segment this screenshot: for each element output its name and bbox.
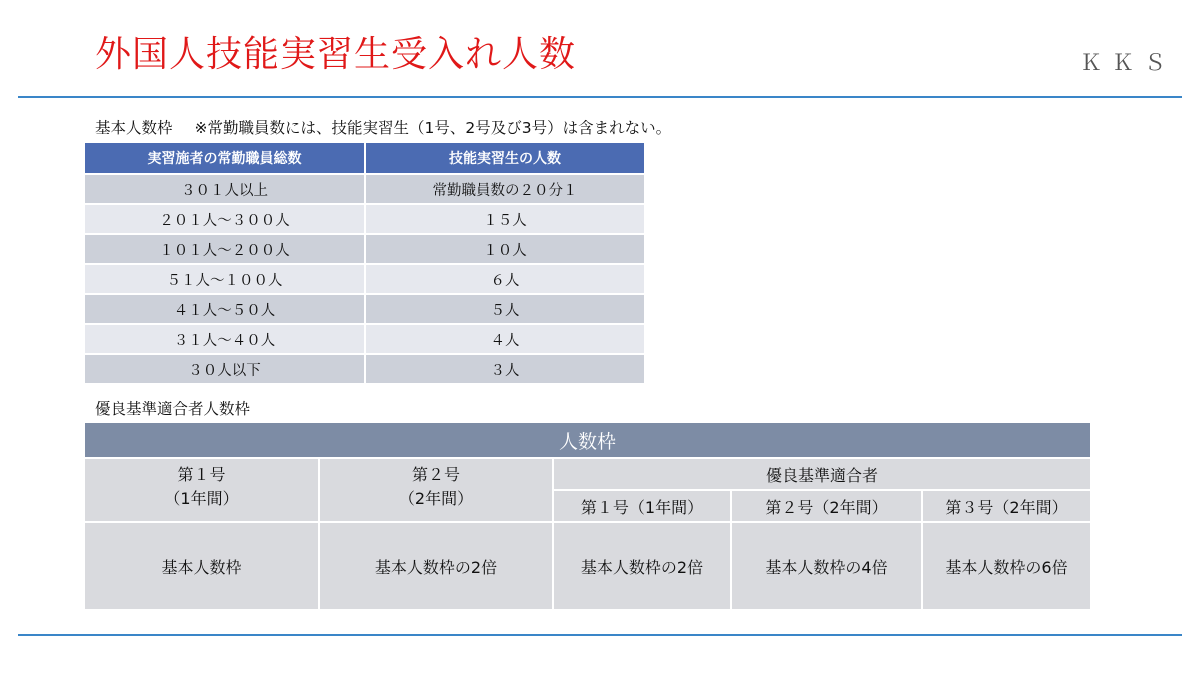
table-row <box>85 324 645 354</box>
table-header-row <box>85 423 1091 458</box>
table-row <box>85 264 645 294</box>
column-header: 実習施者の常勤職員総数 <box>85 143 365 174</box>
basic-quota-note: ※常勤職員数には、技能実習生（1号、2号及び3号）は含まれない。 <box>194 119 672 137</box>
quota-value-cell: 基本人数枠の6倍 <box>922 522 1091 610</box>
table-row <box>85 354 645 384</box>
grade2-title: 第２号 <box>411 465 460 484</box>
basic-quota-heading <box>95 116 671 138</box>
excellent-grade3-header: 第３号（2年間） <box>922 490 1091 522</box>
table-row <box>85 522 1091 610</box>
staff-count-cell: ３０人以下 <box>85 354 365 384</box>
staff-count-cell: ３１人～４０人 <box>85 324 365 354</box>
table-row <box>85 234 645 264</box>
staff-count-cell: ５１人～１００人 <box>85 264 365 294</box>
grade2-header <box>319 458 553 522</box>
bottom-divider <box>18 634 1182 636</box>
grade1-header <box>85 458 319 522</box>
trainee-count-cell: 常勤職員数の２０分１ <box>365 174 645 204</box>
trainee-count-cell: １０人 <box>365 234 645 264</box>
quota-value-cell: 基本人数枠の2倍 <box>319 522 553 610</box>
table-row <box>85 204 645 234</box>
quota-value-cell: 基本人数枠 <box>85 522 319 610</box>
column-header: 技能実習生の人数 <box>365 143 645 174</box>
trainee-count-cell: １５人 <box>365 204 645 234</box>
staff-count-cell: ４１人～５０人 <box>85 294 365 324</box>
grade1-title: 第１号 <box>177 465 226 484</box>
basic-quota-table <box>85 143 646 385</box>
table-row <box>85 294 645 324</box>
trainee-count-cell: ４人 <box>365 324 645 354</box>
excellent-group-header: 優良基準適合者 <box>553 458 1091 490</box>
quota-value-cell: 基本人数枠の4倍 <box>731 522 922 610</box>
grade2-period: （2年間） <box>398 489 474 508</box>
quota-header: 人数枠 <box>85 423 1091 458</box>
grade1-period: （1年間） <box>164 489 239 508</box>
table-row <box>85 458 1091 490</box>
page-title: 外国人技能実習生受入れ人数 <box>95 34 577 75</box>
trainee-count-cell: ６人 <box>365 264 645 294</box>
trainee-count-cell: ３人 <box>365 354 645 384</box>
staff-count-cell: １０１人～２００人 <box>85 234 365 264</box>
staff-count-cell: ３０１人以上 <box>85 174 365 204</box>
brand-logo: ＫＫＳ <box>1080 51 1177 76</box>
basic-quota-label: 基本人数枠 <box>95 119 173 137</box>
excellent-grade2-header: 第２号（2年間） <box>731 490 922 522</box>
quota-value-cell: 基本人数枠の2倍 <box>553 522 731 610</box>
excellent-quota-table <box>85 423 1092 611</box>
top-divider <box>18 96 1182 98</box>
excellent-quota-heading: 優良基準適合者人数枠 <box>95 400 251 418</box>
trainee-count-cell: ５人 <box>365 294 645 324</box>
excellent-grade1-header: 第１号（1年間） <box>553 490 731 522</box>
staff-count-cell: ２０１人～３００人 <box>85 204 365 234</box>
table-row <box>85 174 645 204</box>
table-header-row <box>85 143 645 174</box>
